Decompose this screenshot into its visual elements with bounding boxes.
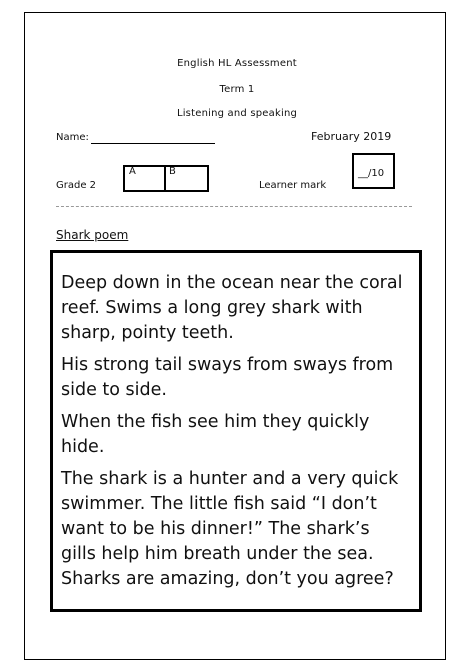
term-label: Term 1 <box>219 84 255 95</box>
poem-paragraph-3: When the fish see him they quickly hide. <box>61 412 370 457</box>
poem-box <box>50 250 422 612</box>
poem-paragraph-4: The shark is a hunter and a very quick swimmer. The little fish said “I don’t want to be his dinner!” The shark’s gills help him breath under the sea. Sharks are amazing, don’t you agree? <box>61 469 399 589</box>
name-line <box>91 143 215 144</box>
poem-title: Shark poem <box>56 228 129 242</box>
name-label: Name: <box>56 132 89 143</box>
poem-paragraph-2: His strong tail sways from sways from side to side. <box>61 355 394 400</box>
assessment-title: English HL Assessment <box>177 58 297 69</box>
learner-mark-label: Learner mark <box>259 180 327 191</box>
skill-label: Listening and speaking <box>176 108 298 119</box>
class-box-divider <box>164 165 166 192</box>
section-divider <box>56 206 412 207</box>
poem-paragraph-1: Deep down in the ocean near the coral reef. Swims a long grey shark with sharp, pointy teeth. <box>61 273 403 343</box>
mark-value: __/10 <box>358 168 385 179</box>
class-box-b: B <box>169 166 176 177</box>
date-label: February 2019 <box>311 130 392 143</box>
class-box-a: A <box>129 166 136 177</box>
grade-label: Grade 2 <box>56 180 97 191</box>
